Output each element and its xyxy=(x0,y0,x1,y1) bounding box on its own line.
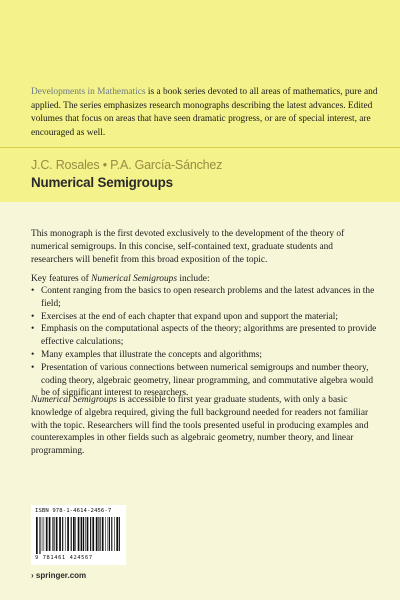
divider-line xyxy=(0,147,400,148)
barcode-bar xyxy=(109,517,110,551)
publisher-url[interactable] xyxy=(31,571,86,580)
authors: J.C. Rosales • P.A. García-Sánchez xyxy=(31,158,223,172)
barcode-bar xyxy=(73,517,75,551)
barcode-bar xyxy=(92,517,94,551)
barcode-bar xyxy=(49,517,51,551)
features-heading-suffix: include: xyxy=(177,274,210,284)
barcode-bar xyxy=(67,517,69,551)
feature-text: Emphasis on the computational aspects of the theory; algorithms are presented to provide effective calculations; xyxy=(41,324,377,348)
barcode-bar xyxy=(36,517,38,554)
isbn-barcode xyxy=(31,505,126,565)
barcode-bar xyxy=(75,517,76,551)
closing-title: Numerical Semigroups xyxy=(31,395,117,405)
series-description xyxy=(31,86,381,140)
barcode-bar xyxy=(81,517,83,551)
isbn-label: ISBN 978-1-4614-2456-7 xyxy=(35,508,112,514)
barcode-bar xyxy=(96,517,98,551)
bullet: • xyxy=(31,324,35,335)
barcode-bar xyxy=(87,517,89,551)
list-item xyxy=(31,311,377,324)
features-heading xyxy=(31,273,377,286)
barcode-bar xyxy=(46,517,48,551)
bullet: • xyxy=(31,349,35,360)
series-name: Developments in Mathematics xyxy=(31,87,146,97)
barcode-bar xyxy=(105,517,106,551)
barcode-bar xyxy=(111,517,112,551)
feature-text: Many examples that illustrate the concepts and algorithms; xyxy=(41,349,263,360)
features-list xyxy=(31,285,377,400)
barcode-bar xyxy=(56,517,58,551)
barcode-bar xyxy=(116,517,118,551)
barcode-bar xyxy=(119,517,120,551)
barcode-bar xyxy=(100,517,101,551)
barcode-bar xyxy=(78,517,80,551)
barcode-digits: 9 781461 424567 xyxy=(35,555,93,561)
barcode-bar xyxy=(65,517,66,551)
features-heading-prefix: Key features of xyxy=(31,274,92,284)
feature-text: Content ranging from the basics to open research problems and the latest advances in the field; xyxy=(41,286,375,309)
book-title: Numerical Semigroups xyxy=(31,175,173,190)
feature-text: Exercises at the end of each chapter that expand upon and support the material; xyxy=(41,311,339,322)
bullet: • xyxy=(31,311,35,322)
barcode-bar xyxy=(98,517,99,551)
list-item xyxy=(31,285,377,311)
bullet: • xyxy=(31,362,35,373)
barcode-bar xyxy=(83,517,84,551)
series-description-text: is a book series devoted to all areas of mathematics, pure and applied. The series emphasizes research monographs describing the latest advances. Edited volumes that focus on areas that have seen dramatic progress, or are of special interest, are encouraged as well. xyxy=(31,87,378,138)
barcode-bar xyxy=(44,517,45,551)
arrow-icon: › xyxy=(31,571,34,580)
list-item xyxy=(31,323,377,349)
barcode-bar xyxy=(39,517,40,554)
features-heading-title: Numerical Semigroups xyxy=(91,274,177,284)
bullet: • xyxy=(31,286,35,296)
barcode-bar xyxy=(114,517,115,551)
barcode-bar xyxy=(102,517,104,551)
barcode-bar xyxy=(108,517,109,551)
feature-text: Presentation of various connections between numerical semigroups and number theory, coding theory, algebraic geometry, linear programming, and commutative algebra would be of significant interest to researchers. xyxy=(41,362,374,399)
barcode-bar xyxy=(42,517,43,551)
barcode-bar xyxy=(62,517,63,551)
intro-paragraph: This monograph is the first devoted exclusively to the development of the theory of numerical semigroups. In this concise, self-contained text, graduate students and researchers will benefit from this broad exposition of the topic. xyxy=(31,229,345,265)
list-item xyxy=(31,349,377,362)
barcode-icon xyxy=(35,517,122,554)
barcode-bar xyxy=(53,517,54,551)
barcode-bar xyxy=(85,517,86,551)
closing-text: is accessible to first year graduate students, with only a basic knowledge of algebra required, giving the full background needed for readers not familiar with the topic. Researchers will find the tools presented useful in producing examples and counterexamples in other fields such as algebraic geometry, number theory, and linear programming. xyxy=(31,395,369,457)
barcode-bar xyxy=(90,517,91,551)
barcode-bar xyxy=(71,517,72,551)
closing-paragraph xyxy=(31,394,377,458)
barcode-bar xyxy=(59,517,61,551)
publisher-url-text: springer.com xyxy=(35,571,87,580)
barcode-bar xyxy=(52,517,53,551)
